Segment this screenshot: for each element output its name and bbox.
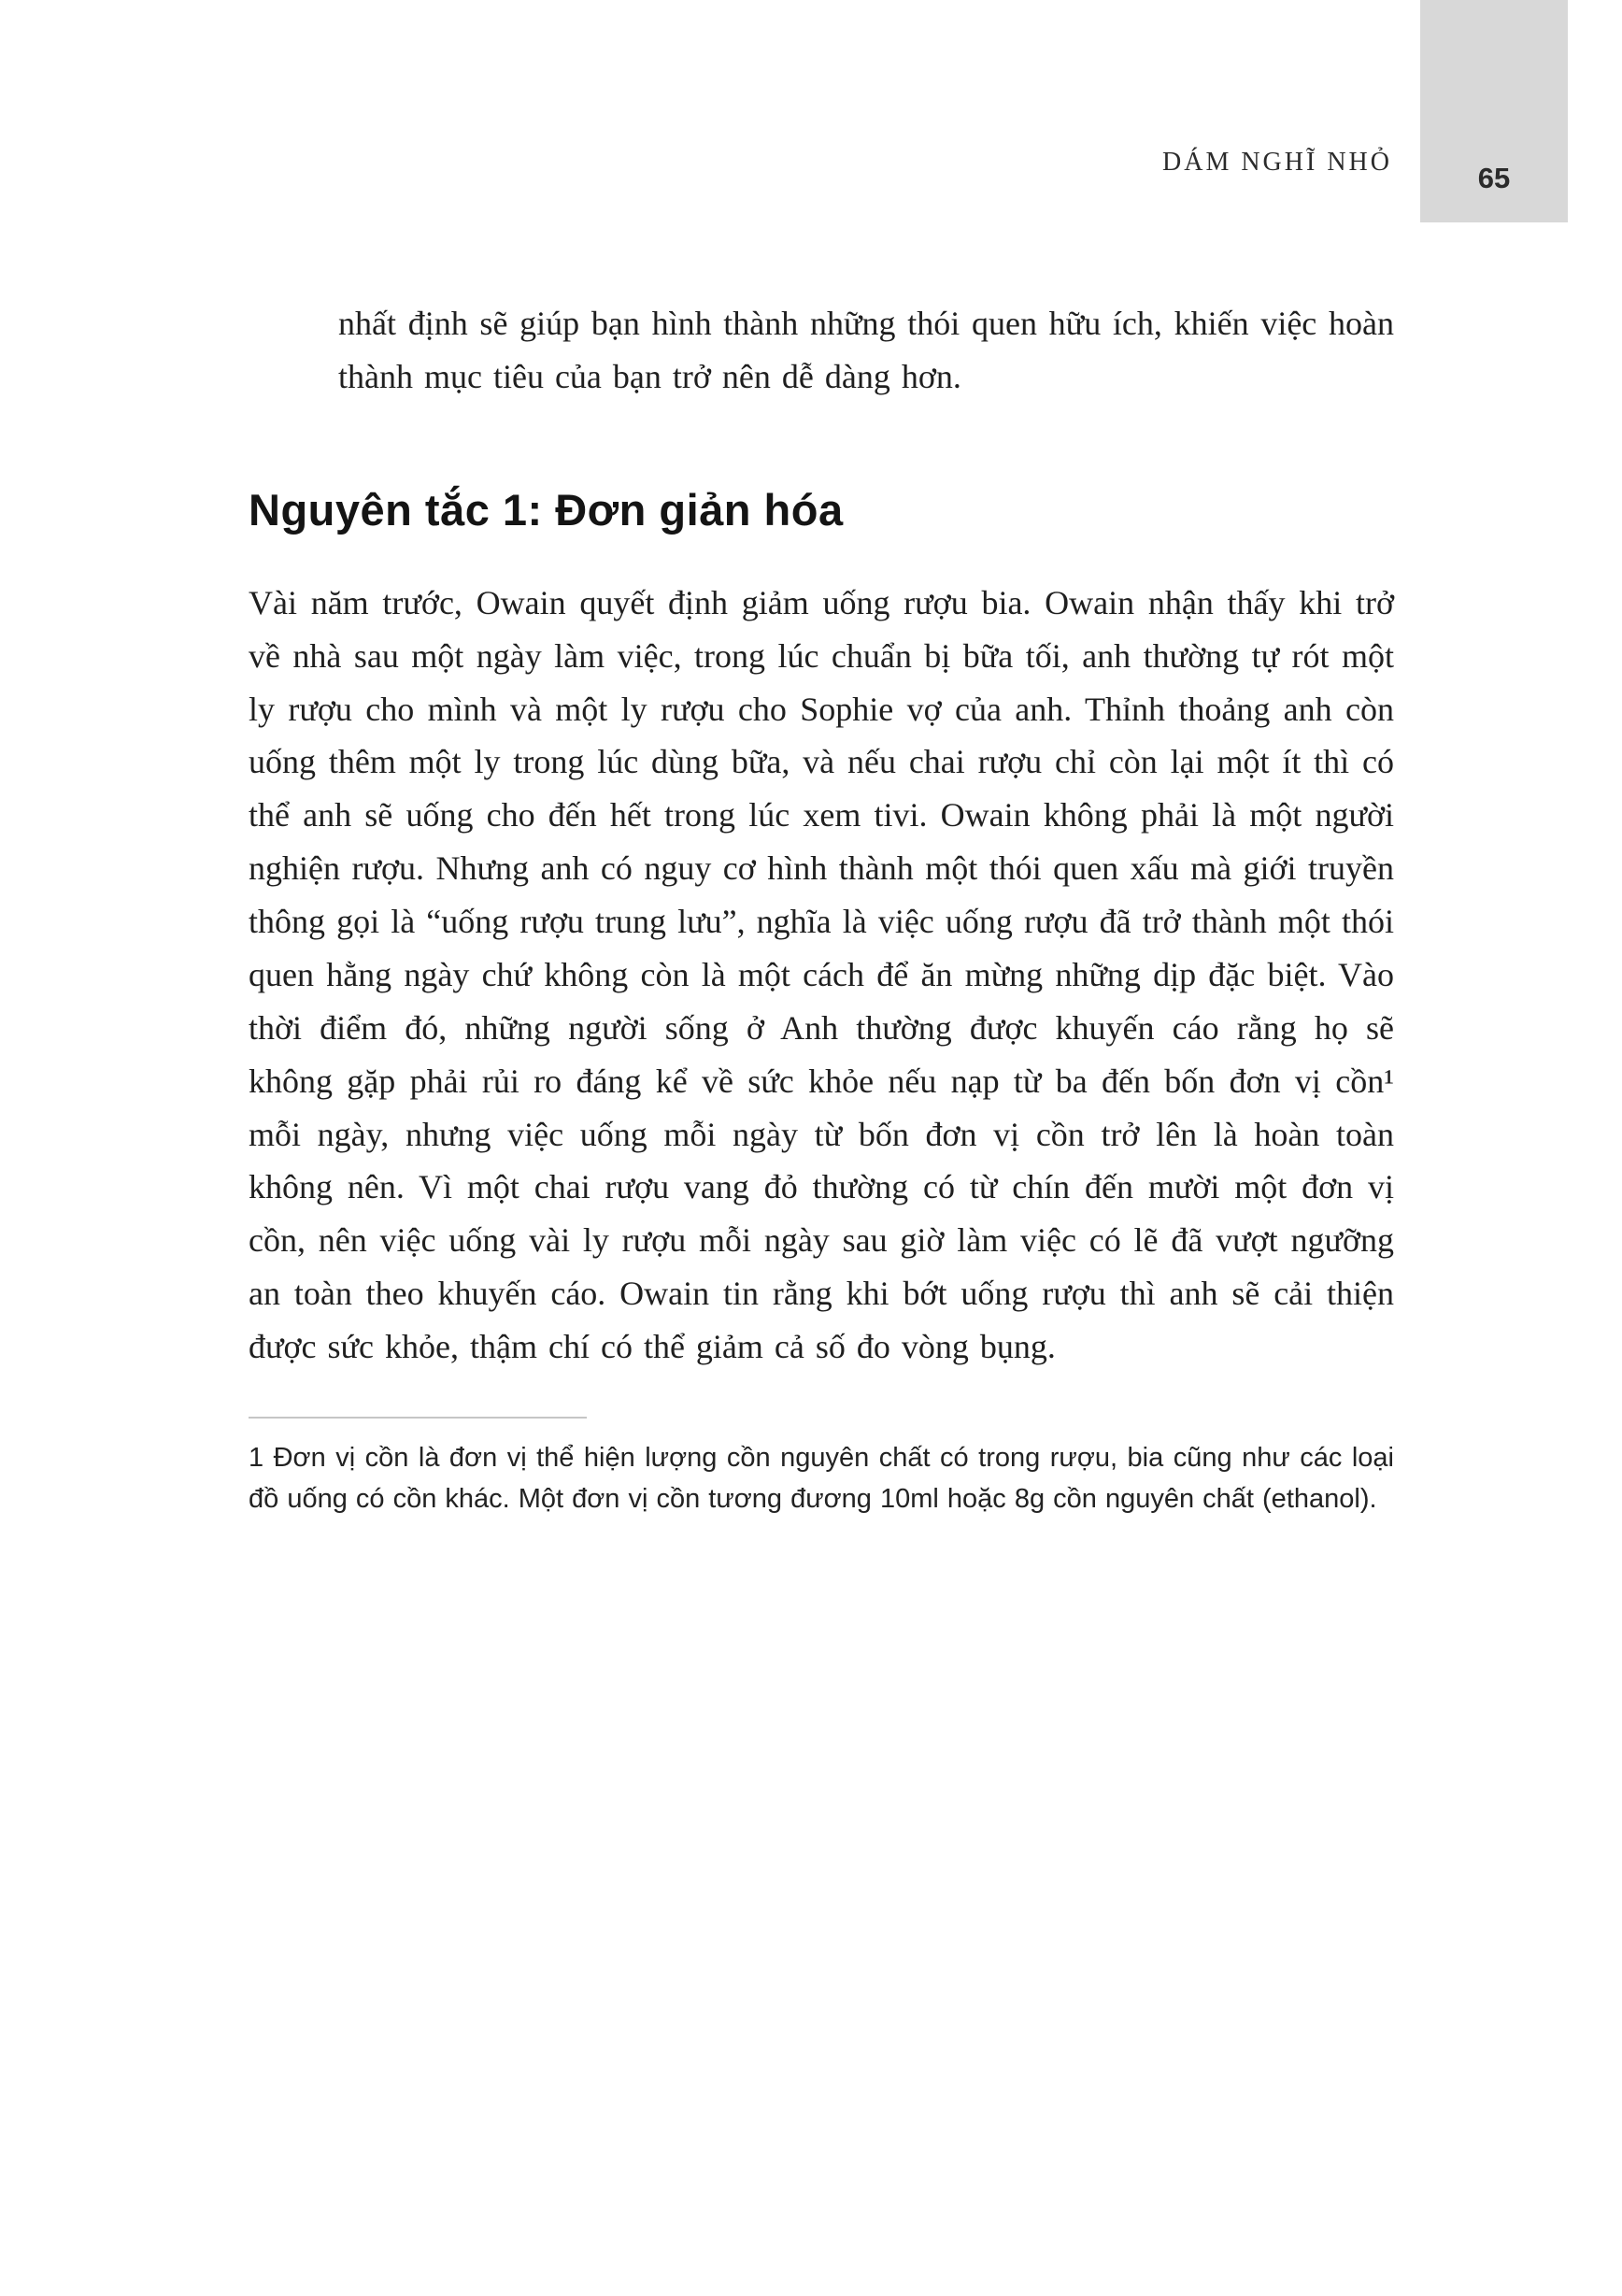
body-paragraph: Vài năm trước, Owain quyết định giảm uống rượu bia. Owain nhận thấy khi trở về nhà sau một ngày làm việc, trong lúc chuẩn bị bữa tối, anh thường tự rót một ly rượu cho mình và một ly rượu cho Sophie vợ của anh. Thỉnh thoảng anh còn uống thêm một ly trong lúc dùng bữa, và nếu chai rượu chỉ còn lại một ít thì có thể anh sẽ uống cho đến hết trong lúc xem tivi. Owain không phải là một người nghiện rượu. Nhưng anh có nguy cơ hình thành một thói quen xấu mà giới truyền thông gọi là “uống rượu trung lưu”, nghĩa là việc uống rượu đã trở thành một thói quen hằng ngày chứ không còn là một cách để ăn mừng những dịp đặc biệt. Vào thời điểm đó, những người sống ở Anh thường được khuyến cáo rằng họ sẽ không gặp phải rủi ro đáng kể về sức khỏe nếu nạp từ ba đến bốn đơn vị cồn¹ mỗi ngày, nhưng việc uống mỗi ngày từ bốn đơn vị cồn trở lên là hoàn toàn không nên. Vì một chai rượu vang đỏ thường có từ chín đến mười một đơn vị cồn, nên việc uống vài ly rượu mỗi ngày sau giờ làm việc có lẽ đã vượt ngưỡng an toàn theo khuyến cáo. Owain tin rằng khi bớt uống rượu thì anh sẽ cải thiện được sức khỏe, thậm chí có thể giảm cả số đo vòng bụng. bbox=[249, 583, 1394, 1365]
intro-paragraph: nhất định sẽ giúp bạn hình thành những thói quen hữu ích, khiến việc hoàn thành mục tiêu của bạn trở nên dễ dàng hơn. bbox=[338, 305, 1394, 395]
section-heading: Nguyên tắc 1: Đơn giản hóa bbox=[249, 484, 844, 535]
page-number-tab bbox=[1420, 0, 1568, 222]
footnote-divider bbox=[249, 1417, 587, 1419]
running-header-title: DÁM NGHĨ NHỎ bbox=[1162, 148, 1392, 177]
page-content bbox=[249, 297, 1394, 1519]
page-number: 65 bbox=[1477, 162, 1511, 194]
footnote-text: 1 Đơn vị cồn là đơn vị thể hiện lượng cồn nguyên chất có trong rượu, bia cũng như các loại đồ uống có cồn khác. Một đơn vị cồn tương đương 10ml hoặc 8g cồn nguyên chất (ethanol). bbox=[249, 1442, 1394, 1514]
